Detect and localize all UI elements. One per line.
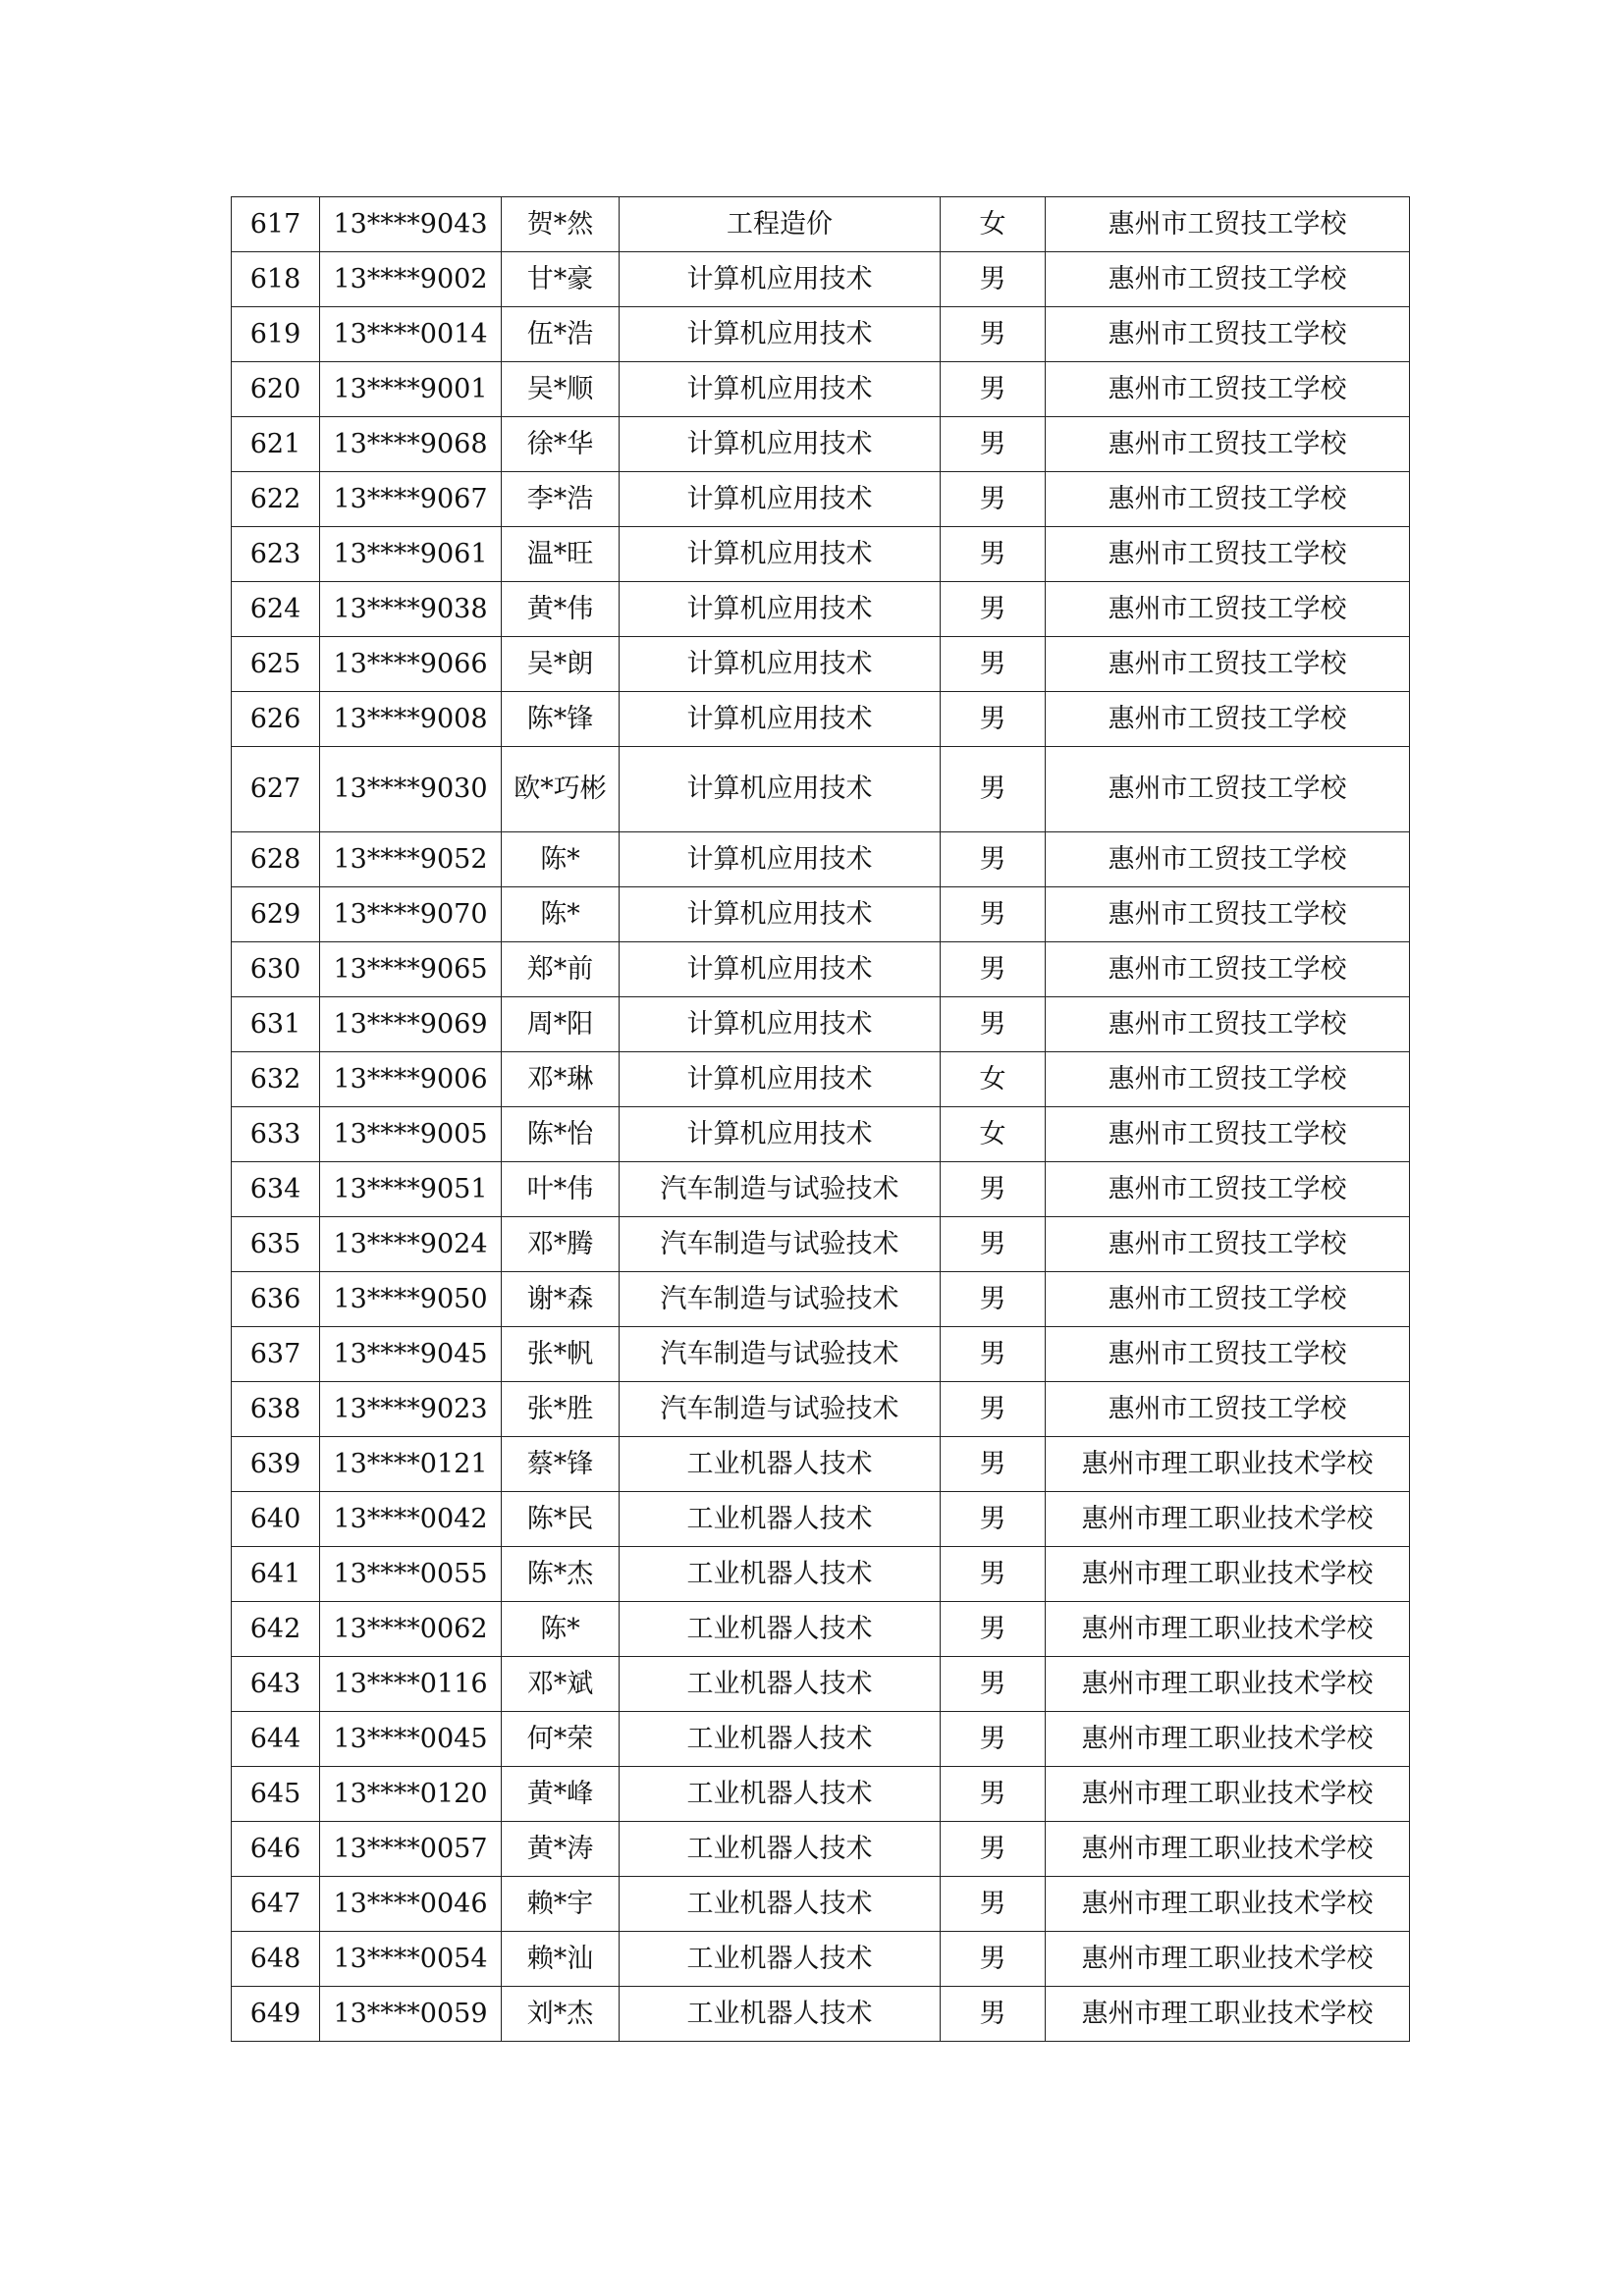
table-row: [232, 942, 1410, 997]
row-number-cell: 631: [232, 997, 320, 1052]
school-cell: 惠州市理工职业技术学校: [1046, 1602, 1410, 1657]
phone-cell: 13****0121: [320, 1437, 502, 1492]
student-name-cell: 张*胜: [502, 1382, 620, 1437]
table-row: [232, 832, 1410, 887]
row-number-cell: 643: [232, 1657, 320, 1712]
student-name-cell: 陈*: [502, 887, 620, 942]
gender-cell: 女: [941, 197, 1046, 252]
table-row: [232, 1272, 1410, 1327]
phone-cell: 13****9066: [320, 637, 502, 692]
school-cell: 惠州市工贸技工学校: [1046, 1107, 1410, 1162]
table-row: [232, 1437, 1410, 1492]
student-name-cell: 欧*巧彬: [502, 747, 620, 832]
table-row: [232, 1877, 1410, 1932]
phone-cell: 13****0042: [320, 1492, 502, 1547]
row-number-cell: 637: [232, 1327, 320, 1382]
school-cell: 惠州市工贸技工学校: [1046, 1162, 1410, 1217]
school-cell: 惠州市理工职业技术学校: [1046, 1657, 1410, 1712]
gender-cell: 男: [941, 1657, 1046, 1712]
school-cell: 惠州市工贸技工学校: [1046, 747, 1410, 832]
school-cell: 惠州市工贸技工学校: [1046, 1217, 1410, 1272]
table-row: [232, 197, 1410, 252]
table-row: [232, 1052, 1410, 1107]
table-row: [232, 417, 1410, 472]
student-name-cell: 邓*斌: [502, 1657, 620, 1712]
phone-cell: 13****9038: [320, 582, 502, 637]
gender-cell: 男: [941, 527, 1046, 582]
gender-cell: 男: [941, 692, 1046, 747]
student-name-cell: 何*荣: [502, 1712, 620, 1767]
major-cell: 汽车制造与试验技术: [620, 1327, 941, 1382]
student-name-cell: 陈*民: [502, 1492, 620, 1547]
row-number-cell: 625: [232, 637, 320, 692]
school-cell: 惠州市工贸技工学校: [1046, 942, 1410, 997]
phone-cell: 13****9043: [320, 197, 502, 252]
table-row: [232, 1932, 1410, 1987]
gender-cell: 男: [941, 747, 1046, 832]
gender-cell: 男: [941, 1877, 1046, 1932]
row-number-cell: 644: [232, 1712, 320, 1767]
major-cell: 计算机应用技术: [620, 582, 941, 637]
row-number-cell: 626: [232, 692, 320, 747]
phone-cell: 13****0062: [320, 1602, 502, 1657]
table-row: [232, 1107, 1410, 1162]
row-number-cell: 634: [232, 1162, 320, 1217]
school-cell: 惠州市工贸技工学校: [1046, 1052, 1410, 1107]
gender-cell: 男: [941, 582, 1046, 637]
phone-cell: 13****9067: [320, 472, 502, 527]
phone-cell: 13****9051: [320, 1162, 502, 1217]
row-number-cell: 629: [232, 887, 320, 942]
phone-cell: 13****9024: [320, 1217, 502, 1272]
row-number-cell: 646: [232, 1822, 320, 1877]
phone-cell: 13****0059: [320, 1987, 502, 2042]
student-name-cell: 蔡*锋: [502, 1437, 620, 1492]
major-cell: 计算机应用技术: [620, 362, 941, 417]
student-name-cell: 吴*朗: [502, 637, 620, 692]
gender-cell: 男: [941, 1602, 1046, 1657]
row-number-cell: 630: [232, 942, 320, 997]
student-name-cell: 黄*峰: [502, 1767, 620, 1822]
major-cell: 工业机器人技术: [620, 1437, 941, 1492]
row-number-cell: 624: [232, 582, 320, 637]
school-cell: 惠州市工贸技工学校: [1046, 637, 1410, 692]
gender-cell: 男: [941, 887, 1046, 942]
table-row: [232, 1767, 1410, 1822]
phone-cell: 13****0120: [320, 1767, 502, 1822]
gender-cell: 男: [941, 1382, 1046, 1437]
table-row: [232, 692, 1410, 747]
gender-cell: 男: [941, 362, 1046, 417]
gender-cell: 男: [941, 1162, 1046, 1217]
table-row: [232, 362, 1410, 417]
student-name-cell: 张*帆: [502, 1327, 620, 1382]
gender-cell: 男: [941, 832, 1046, 887]
phone-cell: 13****9061: [320, 527, 502, 582]
phone-cell: 13****0057: [320, 1822, 502, 1877]
school-cell: 惠州市理工职业技术学校: [1046, 1987, 1410, 2042]
table-row: [232, 997, 1410, 1052]
major-cell: 计算机应用技术: [620, 307, 941, 362]
gender-cell: 男: [941, 1327, 1046, 1382]
school-cell: 惠州市工贸技工学校: [1046, 362, 1410, 417]
table-row: [232, 1602, 1410, 1657]
phone-cell: 13****9006: [320, 1052, 502, 1107]
major-cell: 计算机应用技术: [620, 997, 941, 1052]
major-cell: 工业机器人技术: [620, 1877, 941, 1932]
row-number-cell: 633: [232, 1107, 320, 1162]
gender-cell: 男: [941, 472, 1046, 527]
phone-cell: 13****9030: [320, 747, 502, 832]
gender-cell: 女: [941, 1052, 1046, 1107]
major-cell: 工程造价: [620, 197, 941, 252]
table-row: [232, 1327, 1410, 1382]
gender-cell: 男: [941, 1932, 1046, 1987]
school-cell: 惠州市工贸技工学校: [1046, 887, 1410, 942]
student-name-cell: 邓*腾: [502, 1217, 620, 1272]
gender-cell: 男: [941, 1767, 1046, 1822]
major-cell: 工业机器人技术: [620, 1602, 941, 1657]
school-cell: 惠州市工贸技工学校: [1046, 692, 1410, 747]
phone-cell: 13****0054: [320, 1932, 502, 1987]
major-cell: 汽车制造与试验技术: [620, 1217, 941, 1272]
student-name-cell: 叶*伟: [502, 1162, 620, 1217]
student-name-cell: 吴*顺: [502, 362, 620, 417]
major-cell: 计算机应用技术: [620, 1052, 941, 1107]
row-number-cell: 641: [232, 1547, 320, 1602]
table-row: [232, 1657, 1410, 1712]
gender-cell: 男: [941, 1437, 1046, 1492]
gender-cell: 男: [941, 417, 1046, 472]
table-row: [232, 1822, 1410, 1877]
gender-cell: 男: [941, 1822, 1046, 1877]
table-row: [232, 1712, 1410, 1767]
phone-cell: 13****0055: [320, 1547, 502, 1602]
gender-cell: 男: [941, 1712, 1046, 1767]
school-cell: 惠州市工贸技工学校: [1046, 417, 1410, 472]
table-row: [232, 1492, 1410, 1547]
student-name-cell: 温*旺: [502, 527, 620, 582]
row-number-cell: 627: [232, 747, 320, 832]
student-name-cell: 贺*然: [502, 197, 620, 252]
major-cell: 计算机应用技术: [620, 832, 941, 887]
phone-cell: 13****0045: [320, 1712, 502, 1767]
table-row: [232, 1547, 1410, 1602]
phone-cell: 13****9070: [320, 887, 502, 942]
gender-cell: 女: [941, 1107, 1046, 1162]
school-cell: 惠州市理工职业技术学校: [1046, 1932, 1410, 1987]
major-cell: 工业机器人技术: [620, 1492, 941, 1547]
school-cell: 惠州市理工职业技术学校: [1046, 1437, 1410, 1492]
gender-cell: 男: [941, 1272, 1046, 1327]
major-cell: 计算机应用技术: [620, 417, 941, 472]
major-cell: 汽车制造与试验技术: [620, 1162, 941, 1217]
row-number-cell: 617: [232, 197, 320, 252]
major-cell: 汽车制造与试验技术: [620, 1272, 941, 1327]
school-cell: 惠州市理工职业技术学校: [1046, 1822, 1410, 1877]
school-cell: 惠州市理工职业技术学校: [1046, 1767, 1410, 1822]
phone-cell: 13****9050: [320, 1272, 502, 1327]
row-number-cell: 620: [232, 362, 320, 417]
row-number-cell: 647: [232, 1877, 320, 1932]
school-cell: 惠州市工贸技工学校: [1046, 307, 1410, 362]
major-cell: 计算机应用技术: [620, 1107, 941, 1162]
gender-cell: 男: [941, 1547, 1046, 1602]
school-cell: 惠州市工贸技工学校: [1046, 197, 1410, 252]
major-cell: 汽车制造与试验技术: [620, 1382, 941, 1437]
major-cell: 计算机应用技术: [620, 887, 941, 942]
student-name-cell: 徐*华: [502, 417, 620, 472]
major-cell: 计算机应用技术: [620, 527, 941, 582]
gender-cell: 男: [941, 307, 1046, 362]
row-number-cell: 618: [232, 252, 320, 307]
row-number-cell: 619: [232, 307, 320, 362]
phone-cell: 13****9002: [320, 252, 502, 307]
student-name-cell: 陈*: [502, 1602, 620, 1657]
school-cell: 惠州市理工职业技术学校: [1046, 1547, 1410, 1602]
row-number-cell: 628: [232, 832, 320, 887]
row-number-cell: 635: [232, 1217, 320, 1272]
student-name-cell: 郑*前: [502, 942, 620, 997]
phone-cell: 13****9008: [320, 692, 502, 747]
gender-cell: 男: [941, 1217, 1046, 1272]
phone-cell: 13****9052: [320, 832, 502, 887]
table-row: [232, 1217, 1410, 1272]
gender-cell: 男: [941, 1987, 1046, 2042]
major-cell: 工业机器人技术: [620, 1987, 941, 2042]
table-row: [232, 637, 1410, 692]
school-cell: 惠州市工贸技工学校: [1046, 582, 1410, 637]
roster-body: [232, 197, 1410, 2042]
row-number-cell: 642: [232, 1602, 320, 1657]
major-cell: 工业机器人技术: [620, 1932, 941, 1987]
gender-cell: 男: [941, 637, 1046, 692]
school-cell: 惠州市工贸技工学校: [1046, 1382, 1410, 1437]
table-row: [232, 887, 1410, 942]
gender-cell: 男: [941, 252, 1046, 307]
major-cell: 工业机器人技术: [620, 1657, 941, 1712]
major-cell: 工业机器人技术: [620, 1547, 941, 1602]
row-number-cell: 621: [232, 417, 320, 472]
row-number-cell: 638: [232, 1382, 320, 1437]
student-name-cell: 周*阳: [502, 997, 620, 1052]
gender-cell: 男: [941, 997, 1046, 1052]
table-row: [232, 307, 1410, 362]
row-number-cell: 623: [232, 527, 320, 582]
school-cell: 惠州市工贸技工学校: [1046, 1327, 1410, 1382]
phone-cell: 13****0116: [320, 1657, 502, 1712]
school-cell: 惠州市工贸技工学校: [1046, 832, 1410, 887]
major-cell: 计算机应用技术: [620, 942, 941, 997]
student-name-cell: 邓*琳: [502, 1052, 620, 1107]
major-cell: 计算机应用技术: [620, 252, 941, 307]
table-row: [232, 252, 1410, 307]
student-name-cell: 陈*: [502, 832, 620, 887]
row-number-cell: 645: [232, 1767, 320, 1822]
gender-cell: 男: [941, 942, 1046, 997]
row-number-cell: 649: [232, 1987, 320, 2042]
row-number-cell: 640: [232, 1492, 320, 1547]
student-name-cell: 陈*锋: [502, 692, 620, 747]
school-cell: 惠州市理工职业技术学校: [1046, 1877, 1410, 1932]
phone-cell: 13****9023: [320, 1382, 502, 1437]
table-row: [232, 527, 1410, 582]
student-name-cell: 黄*涛: [502, 1822, 620, 1877]
roster-table: [231, 196, 1410, 2042]
major-cell: 工业机器人技术: [620, 1767, 941, 1822]
row-number-cell: 648: [232, 1932, 320, 1987]
table-row: [232, 1382, 1410, 1437]
major-cell: 计算机应用技术: [620, 637, 941, 692]
student-name-cell: 李*浩: [502, 472, 620, 527]
row-number-cell: 632: [232, 1052, 320, 1107]
table-row: [232, 472, 1410, 527]
major-cell: 工业机器人技术: [620, 1822, 941, 1877]
table-row: [232, 582, 1410, 637]
school-cell: 惠州市工贸技工学校: [1046, 472, 1410, 527]
major-cell: 计算机应用技术: [620, 472, 941, 527]
major-cell: 计算机应用技术: [620, 692, 941, 747]
student-name-cell: 刘*杰: [502, 1987, 620, 2042]
row-number-cell: 636: [232, 1272, 320, 1327]
table-row: [232, 1987, 1410, 2042]
student-name-cell: 陈*怡: [502, 1107, 620, 1162]
phone-cell: 13****9005: [320, 1107, 502, 1162]
school-cell: 惠州市工贸技工学校: [1046, 1272, 1410, 1327]
table-row: [232, 747, 1410, 832]
student-name-cell: 赖*宇: [502, 1877, 620, 1932]
table-row: [232, 1162, 1410, 1217]
student-name-cell: 陈*杰: [502, 1547, 620, 1602]
phone-cell: 13****9069: [320, 997, 502, 1052]
school-cell: 惠州市工贸技工学校: [1046, 527, 1410, 582]
gender-cell: 男: [941, 1492, 1046, 1547]
school-cell: 惠州市工贸技工学校: [1046, 997, 1410, 1052]
row-number-cell: 622: [232, 472, 320, 527]
phone-cell: 13****0014: [320, 307, 502, 362]
student-name-cell: 甘*豪: [502, 252, 620, 307]
phone-cell: 13****9065: [320, 942, 502, 997]
phone-cell: 13****0046: [320, 1877, 502, 1932]
major-cell: 计算机应用技术: [620, 747, 941, 832]
school-cell: 惠州市理工职业技术学校: [1046, 1712, 1410, 1767]
student-name-cell: 黄*伟: [502, 582, 620, 637]
student-name-cell: 谢*森: [502, 1272, 620, 1327]
school-cell: 惠州市工贸技工学校: [1046, 252, 1410, 307]
student-name-cell: 伍*浩: [502, 307, 620, 362]
major-cell: 工业机器人技术: [620, 1712, 941, 1767]
phone-cell: 13****9001: [320, 362, 502, 417]
phone-cell: 13****9068: [320, 417, 502, 472]
student-name-cell: 赖*汕: [502, 1932, 620, 1987]
row-number-cell: 639: [232, 1437, 320, 1492]
school-cell: 惠州市理工职业技术学校: [1046, 1492, 1410, 1547]
phone-cell: 13****9045: [320, 1327, 502, 1382]
